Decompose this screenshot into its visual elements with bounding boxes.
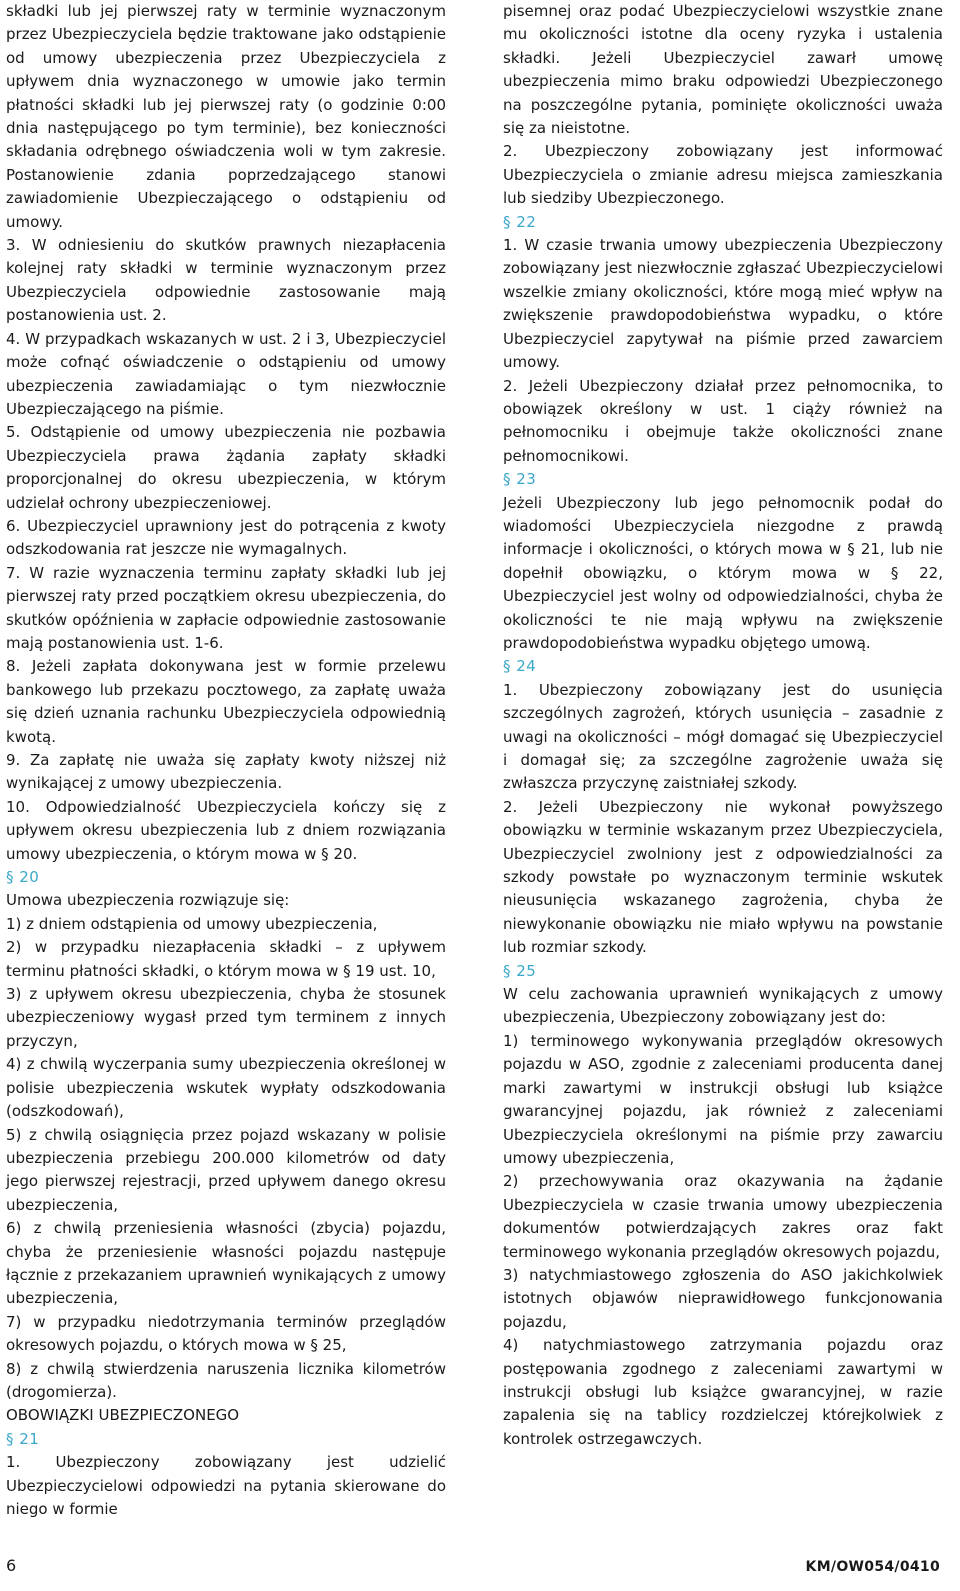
paragraph: 8. Jeżeli zapłata dokonywana jest w formie przelewu bankowego lub przekazu pocztowego, za zapłatę uważa się dzień uznania rachunku Ubezpieczyciela odpowiednią kwotą. [6, 657, 446, 746]
section-heading-22: § 22 [503, 212, 537, 231]
page-number: 6 [6, 1556, 17, 1575]
paragraph: W celu zachowania uprawnień wynikających z umowy ubezpieczenia, Ubezpieczony zobowiązany jest do: [503, 985, 943, 1027]
paragraph: 5. Odstąpienie od umowy ubezpieczenia nie pozbawia Ubezpieczyciela prawa żądania zapłaty składki proporcjonalnej do okresu ubezpieczenia, w którym udzielał ochrony ubezpieczeniowej. [6, 423, 446, 512]
list-item: 7) w przypadku niedotrzymania terminów przeglądów okresowych pojazdu, o których mowa w § 25, [6, 1312, 446, 1355]
paragraph: 2. Jeżeli Ubezpieczony nie wykonał powyższego obowiązku w terminie wskazanym przez Ubezpieczyciela, Ubezpieczyciel zwolniony jest z odpowiedzialności za szkody powstałe po wyznaczonym terminie wskutek nieusunięcia wskazanego zagrożenia, chyba że niewykonanie obowiązku nie miało wpływu na powstanie lub rozmiar szkody. [503, 797, 943, 957]
list-item: 5) z chwilą osiągnięcia przez pojazd wskazany w polisie ubezpieczenia przebiegu 200.000 kilometrów od daty jego pierwszej rejestracji, przed upływem danego okresu ubezpieczenia, [6, 1125, 446, 1214]
paragraph: składki lub jej pierwszej raty w terminie wyznaczonym przez Ubezpieczyciela będzie traktowane jako odstąpienie od umowy ubezpieczenia przez Ubezpieczyciela z upływem dnia wyznaczonego w umowie jako termin płatności składki lub jej pierwszej raty (o godzinie 0:00 dnia następującego po tym terminie), bez konieczności składania odrębnego oświadczenia woli w tym zakresie. Postanowienie zdania poprzedzającego stanowi zawiadomienie Ubezpieczającego o odstąpieniu od umowy. [6, 2, 446, 231]
list-item: 6) z chwilą przeniesienia własności (zbycia) pojazdu, chyba że przeniesienie własności pojazdu następuje łącznie z przekazaniem uprawnień wynikających z umowy ubezpieczenia, [6, 1219, 446, 1308]
paragraph: Jeżeli Ubezpieczony lub jego pełnomocnik podał do wiadomości Ubezpieczyciela niezgodne z prawdą informacje i okoliczności, o których mowa w § 21, lub nie dopełnił obowiązku, o którym mowa w § 22, Ubezpieczyciel jest wolny od odpowiedzialności, chyba że okoliczności te nie mają wpływu na zwiększenie prawdopodobieństwa wypadku objętego umową. [503, 493, 943, 652]
section-heading-23: § 23 [503, 470, 537, 489]
paragraph: 1. Ubezpieczony zobowiązany jest udzielić Ubezpieczycielowi odpowiedzi na pytania skierowane do niego w formie [6, 1453, 446, 1518]
document-page [6, 0, 950, 1591]
paragraph: Umowa ubezpieczenia rozwiązuje się: [6, 891, 290, 910]
section-heading-21: § 21 [6, 1429, 40, 1448]
section-heading-24: § 24 [503, 657, 537, 676]
paragraph: 3. W odniesieniu do skutków prawnych niezapłacenia kolejnej raty składki w terminie wyznaczonym przez Ubezpieczyciela odpowiednie zastosowanie mają postanowienia ust. 2. [6, 236, 446, 325]
paragraph: 4. W przypadkach wskazanych w ust. 2 i 3, Ubezpieczyciel może cofnąć oświadczenie o odstąpieniu od umowy ubezpieczenia zawiadamiając o tym niezwłocznie Ubezpieczającego na piśmie. [6, 329, 446, 418]
list-item: 2) przechowywania oraz okazywania na żądanie Ubezpieczyciela w czasie trwania umowy ubezpieczenia dokumentów potwierdzających zakres oraz fakt terminowego wykonania przeglądów okresowych pojazdu, [503, 1172, 943, 1261]
paragraph: 2. Ubezpieczony zobowiązany jest informować Ubezpieczyciela o zmianie adresu miejsca zamieszkania lub siedziby Ubezpieczonego. [503, 142, 943, 208]
paragraph: pisemnej oraz podać Ubezpieczycielowi wszystkie znane mu okoliczności istotne dla oceny ryzyka i ustalenia składki. Jeżeli Ubezpieczyciel zawarł umowę ubezpieczenia mimo braku odpowiedzi Ubezpieczonego na poszczególne pytania, pominięte okoliczności uważa się za nieistotne. [503, 2, 943, 138]
paragraph: 1. Ubezpieczony zobowiązany jest do usunięcia szczególnych zagrożeń, których usunięcia – zasadnie z uwagi na okoliczności – mógł domagać się Ubezpieczyciel i domagał się; za szczególne zagrożenie uważa się zwłaszcza przyczynę zaistniałej szkody. [503, 680, 943, 793]
paragraph: 6. Ubezpieczyciel uprawniony jest do potrącenia z kwoty odszkodowania rat jeszcze nie wymagalnych. [6, 516, 446, 559]
paragraph: 1. W czasie trwania umowy ubezpieczenia Ubezpieczony zobowiązany jest niezwłocznie zgłaszać Ubezpieczycielowi wszelkie zmiany okoliczności, które mogą mieć wpływ na zwiększenie prawdopodobieństwa wypadku, o które Ubezpieczyciel zapytywał na piśmie przed zawarciem umowy. [503, 236, 943, 372]
paragraph: 10. Odpowiedzialność Ubezpieczyciela kończy się z upływem okresu ubezpieczenia lub z dniem rozwiązania umowy ubezpieczenia, o którym mowa w § 20. [6, 797, 446, 863]
list-item: 4) natychmiastowego zatrzymania pojazdu oraz postępowania zgodnego z zaleceniami zawartymi w instrukcji obsługi lub książce gwarancyjnej, w razie zapalenia się na tablicy rozdzielczej którejkolwiek z kontrolek ostrzegawczych. [503, 1336, 943, 1448]
list-item: 8) z chwilą stwierdzenia naruszenia licznika kilometrów (drogomierza). [6, 1359, 446, 1401]
paragraph: 7. W razie wyznaczenia terminu zapłaty składki lub jej pierwszej raty przed początkiem okresu ubezpieczenia, do skutków opóźnienia w zapłacie odpowiednie zastosowanie mają postanowienia ust. 1-6. [6, 563, 446, 652]
list-item: 3) z upływem okresu ubezpieczenia, chyba że stosunek ubezpieczeniowy wygasł przed tym terminem z innych przyczyn, [6, 985, 446, 1050]
paragraph: 9. Za zapłatę nie uważa się zapłaty kwoty niższej niż wynikającej z umowy ubezpieczenia. [6, 751, 446, 793]
list-item: 1) terminowego wykonywania przeglądów okresowych pojazdu w ASO, zgodnie z zaleceniami producenta danej marki zawartymi w instrukcji obsługi lub książce gwarancyjnej pojazdu, jak również z zaleceniami Ubezpieczyciela określonymi na piśmie przy zawarciu umowy ubezpieczenia, [503, 1031, 943, 1167]
list-item: 3) natychmiastowego zgłoszenia do ASO jakichkolwiek istotnych objawów nieprawidłowego funkcjonowania pojazdu, [503, 1265, 943, 1331]
paragraph: 2. Jeżeli Ubezpieczony działał przez pełnomocnika, to obowiązek określony w ust. 1 ciąży również na pełnomocniku i obejmuje także okoliczności znane pełnomocnikowi. [503, 376, 943, 465]
section-title: OBOWIĄZKI UBEZPIECZONEGO [6, 1406, 240, 1425]
list-item: 4) z chwilą wyczerpania sumy ubezpieczenia określonej w polisie ubezpieczenia wskutek wypłaty odszkodowania (odszkodowań), [6, 1055, 446, 1121]
document-code: KM/OW054/0410 [805, 1559, 940, 1575]
right-column [503, 0, 943, 1451]
left-column [6, 0, 446, 1521]
section-heading-20: § 20 [6, 868, 40, 887]
list-item: 2) w przypadku niezapłacenia składki – z upływem terminu płatności składki, o którym mowa w § 19 ust. 10, [6, 938, 446, 980]
section-heading-25: § 25 [503, 961, 537, 980]
list-item: 1) z dniem odstąpienia od umowy ubezpieczenia, [6, 914, 378, 933]
